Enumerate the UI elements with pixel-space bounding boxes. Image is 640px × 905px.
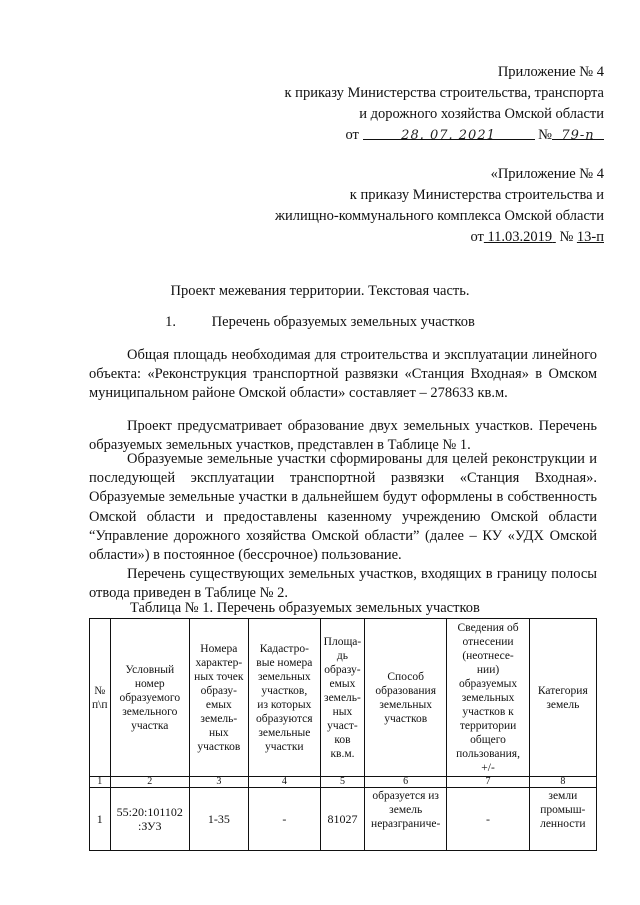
cell-category: земли промыш- ленности (529, 788, 596, 851)
table-row (90, 788, 597, 851)
cell-public-use: - (447, 788, 529, 851)
cell-area: 81027 (321, 788, 365, 851)
cell-points: 1-35 (190, 788, 249, 851)
table-header-row (90, 619, 597, 777)
section-heading (0, 314, 640, 331)
number-blank (552, 125, 604, 143)
column-number: 2 (110, 777, 190, 788)
date-blank (363, 125, 535, 143)
paragraph-existing-parcels: Перечень существующих земельных участков, входящих в границу полосы отвода приведен в Таблице № 2. (89, 566, 597, 602)
section-number: 1. (165, 314, 177, 330)
appendix-ministry-line: и дорожного хозяйства Омской области (359, 106, 604, 122)
header-cell: № п\п (90, 619, 111, 777)
appendix-title: Приложение № 4 (497, 64, 604, 80)
prev-appendix-order-line: к приказу Министерства строительства и (349, 187, 604, 203)
column-number: 8 (529, 777, 596, 788)
appendix-header-current (285, 62, 604, 146)
handwritten-date: 28. 07. 2021 (401, 128, 496, 143)
column-number: 7 (447, 777, 529, 788)
column-number: 5 (321, 777, 365, 788)
prev-appendix-title: «Приложение № 4 (490, 166, 604, 182)
from-label: от (345, 127, 359, 143)
number-label: № (538, 127, 552, 143)
header-cell: Условный номер образуемого земельного участка (110, 619, 190, 777)
prev-appendix-date-line (275, 227, 604, 248)
parcels-table (89, 618, 597, 851)
column-number: 3 (190, 777, 249, 788)
header-cell: Кадастро- вые номера земельных участков, из которых образуются земельные участки (248, 619, 320, 777)
prev-number: 13-п (576, 229, 604, 245)
header-cell: Площа- дь образу- емых земель- ных участ- ков кв.м. (321, 619, 365, 777)
document-title: Проект межевания территории. Текстовая часть. (170, 283, 470, 299)
column-number: 6 (364, 777, 447, 788)
prev-date: 11.03.2019 (487, 229, 553, 245)
cell-num: 1 (90, 788, 111, 851)
section-title: Перечень образуемых земельных участков (211, 314, 475, 330)
paragraph-total-area: Общая площадь необходимая для строительства и эксплуатации линейного объекта: «Реконструкция транспортной развязки «Станция Входная» в Омском муниципальном районе Омской области» составляет – 278633 кв.м. (89, 347, 597, 402)
column-number: 1 (90, 777, 111, 788)
header-cell: Номера характер- ных точек образу- емых земель- ных участков (190, 619, 249, 777)
paragraph-project-scope: Проект предусматривает образование двух земельных участков. Перечень образуемых земельных участков, представлен в Таблице № 1. (89, 418, 597, 454)
appendix-date-line (285, 125, 604, 146)
cell-cond-number: 55:20:101102 :ЗУ3 (110, 788, 190, 851)
header-cell: Категория земель (529, 619, 596, 777)
header-cell: Сведения об отнесении (неотнесе- нии) образуемых земельных участков к территории общего пользования, +/- (447, 619, 529, 777)
prev-appendix-ministry-line: жилищно-коммунального комплекса Омской области (274, 208, 604, 224)
cell-method: образуется из земель неразграниче- (364, 788, 447, 851)
handwritten-number: 79-п (561, 128, 595, 143)
column-number-row (90, 777, 597, 788)
column-number: 4 (248, 777, 320, 788)
paragraph-formation-purpose: Образуемые земельные участки сформированы для целей реконструкции и последующей эксплуатации транспортной развязки «Станция Входная». Образуемые земельные участки в дальнейшем будут оформлены в собственность Омской области и предоставлены казенному учреждению Омской области “Управление дорожного хозяйства Омской области” (далее – КУ «УДХ Омской области») в постоянное (бессрочное) пользование. (89, 451, 597, 564)
header-cell: Способ образования земельных участков (364, 619, 447, 777)
prev-number-label: № (559, 229, 574, 245)
cell-cadastral: - (248, 788, 320, 851)
appendix-header-previous (275, 164, 604, 248)
prev-from-label: от (470, 229, 484, 245)
table-caption: Таблица № 1. Перечень образуемых земельных участков (130, 600, 480, 616)
appendix-order-line: к приказу Министерства строительства, транспорта (284, 85, 604, 101)
